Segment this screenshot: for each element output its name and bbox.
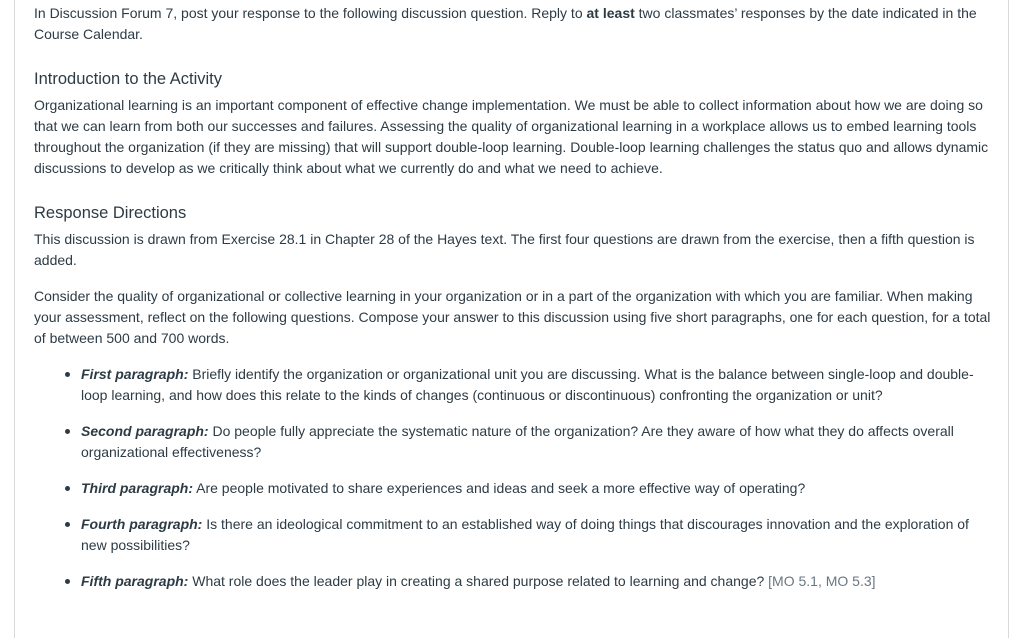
response-directions-heading: Response Directions — [34, 204, 187, 222]
response-paragraph-1: This discussion is drawn from Exercise 28.1 in Chapter 28 of the Hayes text. The first four questions are drawn from the exercise, then a fifth question is added. — [34, 231, 975, 268]
item-text: What role does the leader play in creating a shared purpose related to learning and change? — [188, 573, 769, 589]
item-lead: Third paragraph: — [81, 480, 194, 496]
discussion-content — [34, 3, 992, 607]
item-lead: Fourth paragraph: — [81, 516, 203, 532]
introduction-heading: Introduction to the Activity — [34, 70, 223, 88]
item-lead: Fifth paragraph: — [81, 573, 189, 589]
list-item — [62, 421, 992, 463]
list-item — [62, 514, 992, 556]
introduction-body: Organizational learning is an important component of effective change implementation. We must be able to collect information about how we are doing so that we can learn from both our successes and failures. Assessing the quality of organizational learning in a workplace allows us to embed learning tools throughout the organization (if they are missing) that will support double-loop learning. Double-loop learning challenges the status quo and allows dynamic discussions to develop as we critically think about what we currently do and what we need to achieve. — [34, 97, 989, 176]
paragraph-questions-list — [62, 364, 992, 592]
intro-text: In Discussion Forum 7, post your response to the following discussion question. Reply to — [34, 5, 587, 21]
intro-text-end: two classmates’ responses by the date indicated in the Course Calendar. — [34, 5, 977, 42]
item-text: Briefly identify the organization or organizational unit you are discussing. What is the balance between single-loop and double-loop learning, and how does this relate to the kinds of changes (continuous or discontinuous) confronting the organization or unit? — [81, 366, 974, 403]
list-item — [62, 571, 992, 592]
item-text: Is there an ideological commitment to an established way of doing things that discourages innovation and the exploration of new possibilities? — [81, 516, 969, 553]
item-text: Do people fully appreciate the systematic nature of the organization? Are they aware of how what they do affects overall organizational effectiveness? — [81, 423, 954, 460]
item-lead: Second paragraph: — [81, 423, 209, 439]
item-text: Are people motivated to share experiences and ideas and seek a more effective way of operating? — [193, 480, 806, 496]
intro-emphasis: at least — [586, 5, 635, 21]
list-item — [62, 478, 992, 499]
intro-paragraph — [34, 3, 992, 45]
list-item — [62, 364, 992, 406]
module-outcome-tag: [MO 5.1, MO 5.3] — [768, 573, 876, 589]
item-lead: First paragraph: — [81, 366, 189, 382]
response-paragraph-2: Consider the quality of organizational or collective learning in your organization or in a part of the organization with which you are familiar. When making your assessment, reflect on the following questions. Compose your answer to this discussion using five short paragraphs, one for each question, for a total of between 500 and 700 words. — [34, 288, 991, 346]
